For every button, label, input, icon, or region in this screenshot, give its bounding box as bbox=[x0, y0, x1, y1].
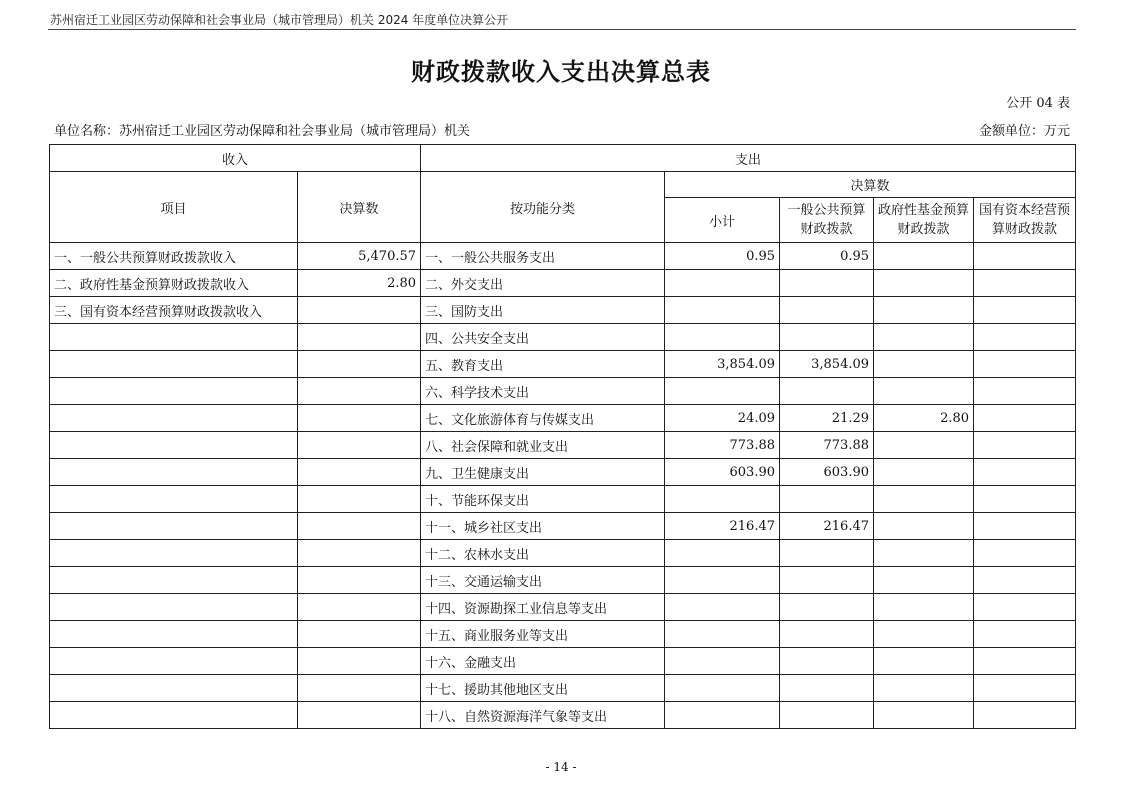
table-row bbox=[50, 567, 1076, 594]
expense-item-cell: 十三、交通运输支出 bbox=[421, 567, 665, 594]
expense-item-cell: 七、文化旅游体育与传媒支出 bbox=[421, 405, 665, 432]
table-row bbox=[50, 675, 1076, 702]
table-row bbox=[50, 594, 1076, 621]
header-row-1 bbox=[50, 145, 1076, 172]
expense-item-cell: 十八、自然资源海洋气象等支出 bbox=[421, 702, 665, 729]
income-item-cell: 二、政府性基金预算财政拨款收入 bbox=[50, 270, 298, 297]
item-header: 项目 bbox=[50, 172, 298, 243]
state-capital-cell bbox=[974, 243, 1076, 270]
gov-fund-header: 政府性基金预算财政拨款 bbox=[874, 198, 974, 243]
subtotal-cell bbox=[665, 567, 780, 594]
state-capital-cell bbox=[974, 297, 1076, 324]
income-amount-cell bbox=[298, 567, 421, 594]
expense-item-cell: 十四、资源勘探工业信息等支出 bbox=[421, 594, 665, 621]
income-item-cell bbox=[50, 324, 298, 351]
table-row bbox=[50, 540, 1076, 567]
income-item-cell bbox=[50, 675, 298, 702]
expense-item-cell: 十二、农林水支出 bbox=[421, 540, 665, 567]
running-header: 苏州宿迁工业园区劳动保障和社会事业局（城市管理局）机关 2024 年度单位决算公开 bbox=[50, 13, 509, 27]
income-amount-cell bbox=[298, 702, 421, 729]
table-row bbox=[50, 270, 1076, 297]
income-item-cell bbox=[50, 351, 298, 378]
subtotal-cell bbox=[665, 297, 780, 324]
income-amount-cell bbox=[298, 540, 421, 567]
income-item-cell bbox=[50, 513, 298, 540]
form-code: 公开 04 表 bbox=[1006, 96, 1070, 111]
state-capital-cell bbox=[974, 540, 1076, 567]
amount-unit: 金额单位：万元 bbox=[978, 124, 1070, 139]
expense-item-cell: 五、教育支出 bbox=[421, 351, 665, 378]
general-budget-cell bbox=[780, 270, 874, 297]
state-capital-cell bbox=[974, 567, 1076, 594]
state-capital-cell bbox=[974, 702, 1076, 729]
gov-fund-cell bbox=[874, 648, 974, 675]
general-budget-cell bbox=[780, 648, 874, 675]
subtotal-cell bbox=[665, 702, 780, 729]
gov-fund-cell bbox=[874, 432, 974, 459]
table-row bbox=[50, 459, 1076, 486]
expense-item-cell: 十六、金融支出 bbox=[421, 648, 665, 675]
expense-item-cell: 四、公共安全支出 bbox=[421, 324, 665, 351]
subtotal-cell: 773.88 bbox=[665, 432, 780, 459]
gov-fund-cell bbox=[874, 459, 974, 486]
income-header: 收入 bbox=[50, 145, 421, 172]
general-budget-cell: 773.88 bbox=[780, 432, 874, 459]
income-item-cell bbox=[50, 405, 298, 432]
subtotal-cell: 216.47 bbox=[665, 513, 780, 540]
income-item-cell bbox=[50, 702, 298, 729]
subtotal-header: 小计 bbox=[665, 198, 780, 243]
income-amount-cell bbox=[298, 513, 421, 540]
final-amount-group-header: 决算数 bbox=[665, 172, 1076, 198]
table-row bbox=[50, 432, 1076, 459]
state-capital-cell bbox=[974, 459, 1076, 486]
income-item-cell bbox=[50, 459, 298, 486]
expense-item-cell: 十七、援助其他地区支出 bbox=[421, 675, 665, 702]
subtotal-cell bbox=[665, 648, 780, 675]
expense-item-cell: 一、一般公共服务支出 bbox=[421, 243, 665, 270]
general-budget-cell: 21.29 bbox=[780, 405, 874, 432]
general-budget-cell: 3,854.09 bbox=[780, 351, 874, 378]
income-amount-cell bbox=[298, 351, 421, 378]
state-capital-cell bbox=[974, 648, 1076, 675]
income-amount-cell bbox=[298, 594, 421, 621]
income-item-cell bbox=[50, 378, 298, 405]
subtotal-cell bbox=[665, 270, 780, 297]
general-budget-cell bbox=[780, 621, 874, 648]
gov-fund-cell bbox=[874, 351, 974, 378]
subtotal-cell bbox=[665, 675, 780, 702]
final-amount-header: 决算数 bbox=[298, 172, 421, 243]
income-item-cell: 三、国有资本经营预算财政拨款收入 bbox=[50, 297, 298, 324]
general-budget-cell: 603.90 bbox=[780, 459, 874, 486]
expense-item-cell: 十五、商业服务业等支出 bbox=[421, 621, 665, 648]
income-item-cell bbox=[50, 432, 298, 459]
income-amount-cell bbox=[298, 432, 421, 459]
state-capital-cell bbox=[974, 675, 1076, 702]
income-amount-cell bbox=[298, 297, 421, 324]
state-capital-cell bbox=[974, 270, 1076, 297]
expense-item-cell: 十一、城乡社区支出 bbox=[421, 513, 665, 540]
income-amount-cell: 2.80 bbox=[298, 270, 421, 297]
income-amount-cell bbox=[298, 675, 421, 702]
header-row-2 bbox=[50, 172, 1076, 198]
state-capital-cell bbox=[974, 621, 1076, 648]
general-budget-cell bbox=[780, 324, 874, 351]
table-row bbox=[50, 702, 1076, 729]
subtotal-cell: 3,854.09 bbox=[665, 351, 780, 378]
general-budget-cell bbox=[780, 567, 874, 594]
gov-fund-cell bbox=[874, 297, 974, 324]
general-budget-cell bbox=[780, 486, 874, 513]
expense-item-cell: 二、外交支出 bbox=[421, 270, 665, 297]
gov-fund-cell bbox=[874, 270, 974, 297]
table-row bbox=[50, 297, 1076, 324]
subtotal-cell bbox=[665, 324, 780, 351]
subtotal-cell bbox=[665, 540, 780, 567]
table-row bbox=[50, 621, 1076, 648]
state-capital-cell bbox=[974, 513, 1076, 540]
subtotal-cell bbox=[665, 594, 780, 621]
table-row bbox=[50, 243, 1076, 270]
income-amount-cell bbox=[298, 405, 421, 432]
subtotal-cell: 603.90 bbox=[665, 459, 780, 486]
income-amount-cell bbox=[298, 324, 421, 351]
page-number: - 14 - bbox=[545, 760, 577, 774]
state-capital-cell bbox=[974, 432, 1076, 459]
functional-class-header: 按功能分类 bbox=[421, 172, 665, 243]
page-title: 财政拨款收入支出决算总表 bbox=[411, 58, 711, 86]
general-budget-cell bbox=[780, 378, 874, 405]
gov-fund-cell bbox=[874, 513, 974, 540]
general-budget-cell bbox=[780, 594, 874, 621]
gov-fund-cell bbox=[874, 594, 974, 621]
general-budget-cell: 216.47 bbox=[780, 513, 874, 540]
state-capital-cell bbox=[974, 405, 1076, 432]
gov-fund-cell bbox=[874, 324, 974, 351]
expense-item-cell: 三、国防支出 bbox=[421, 297, 665, 324]
state-capital-cell bbox=[974, 486, 1076, 513]
table-row bbox=[50, 405, 1076, 432]
income-item-cell bbox=[50, 486, 298, 513]
general-budget-cell: 0.95 bbox=[780, 243, 874, 270]
table-row bbox=[50, 513, 1076, 540]
state-capital-header: 国有资本经营预算财政拨款 bbox=[974, 198, 1076, 243]
income-item-cell: 一、一般公共预算财政拨款收入 bbox=[50, 243, 298, 270]
subtotal-cell: 0.95 bbox=[665, 243, 780, 270]
income-amount-cell: 5,470.57 bbox=[298, 243, 421, 270]
gov-fund-cell bbox=[874, 702, 974, 729]
general-budget-cell bbox=[780, 297, 874, 324]
table-row bbox=[50, 648, 1076, 675]
expense-item-cell: 九、卫生健康支出 bbox=[421, 459, 665, 486]
gov-fund-cell bbox=[874, 378, 974, 405]
income-item-cell bbox=[50, 621, 298, 648]
expense-item-cell: 十、节能环保支出 bbox=[421, 486, 665, 513]
income-amount-cell bbox=[298, 648, 421, 675]
income-amount-cell bbox=[298, 486, 421, 513]
fiscal-summary-table bbox=[49, 144, 1076, 729]
subtotal-cell bbox=[665, 486, 780, 513]
income-amount-cell bbox=[298, 378, 421, 405]
general-budget-cell bbox=[780, 675, 874, 702]
subtotal-cell bbox=[665, 378, 780, 405]
income-item-cell bbox=[50, 594, 298, 621]
expense-item-cell: 六、科学技术支出 bbox=[421, 378, 665, 405]
table-row bbox=[50, 378, 1076, 405]
gov-fund-cell bbox=[874, 486, 974, 513]
subtotal-cell bbox=[665, 621, 780, 648]
table-row bbox=[50, 486, 1076, 513]
gov-fund-cell bbox=[874, 243, 974, 270]
expense-header: 支出 bbox=[421, 145, 1076, 172]
unit-info-line bbox=[54, 120, 1070, 139]
table-row bbox=[50, 351, 1076, 378]
gov-fund-cell bbox=[874, 675, 974, 702]
subtotal-cell: 24.09 bbox=[665, 405, 780, 432]
income-item-cell bbox=[50, 648, 298, 675]
income-amount-cell bbox=[298, 459, 421, 486]
income-item-cell bbox=[50, 567, 298, 594]
gov-fund-cell bbox=[874, 621, 974, 648]
state-capital-cell bbox=[974, 378, 1076, 405]
income-item-cell bbox=[50, 540, 298, 567]
general-budget-cell bbox=[780, 702, 874, 729]
state-capital-cell bbox=[974, 351, 1076, 378]
expense-item-cell: 八、社会保障和就业支出 bbox=[421, 432, 665, 459]
gov-fund-cell: 2.80 bbox=[874, 405, 974, 432]
table-row bbox=[50, 324, 1076, 351]
state-capital-cell bbox=[974, 594, 1076, 621]
unit-name: 单位名称：苏州宿迁工业园区劳动保障和社会事业局（城市管理局）机关 bbox=[54, 124, 471, 139]
gov-fund-cell bbox=[874, 540, 974, 567]
gov-fund-cell bbox=[874, 567, 974, 594]
header-rule bbox=[48, 29, 1076, 30]
general-budget-header: 一般公共预算财政拨款 bbox=[780, 198, 874, 243]
income-amount-cell bbox=[298, 621, 421, 648]
state-capital-cell bbox=[974, 324, 1076, 351]
general-budget-cell bbox=[780, 540, 874, 567]
